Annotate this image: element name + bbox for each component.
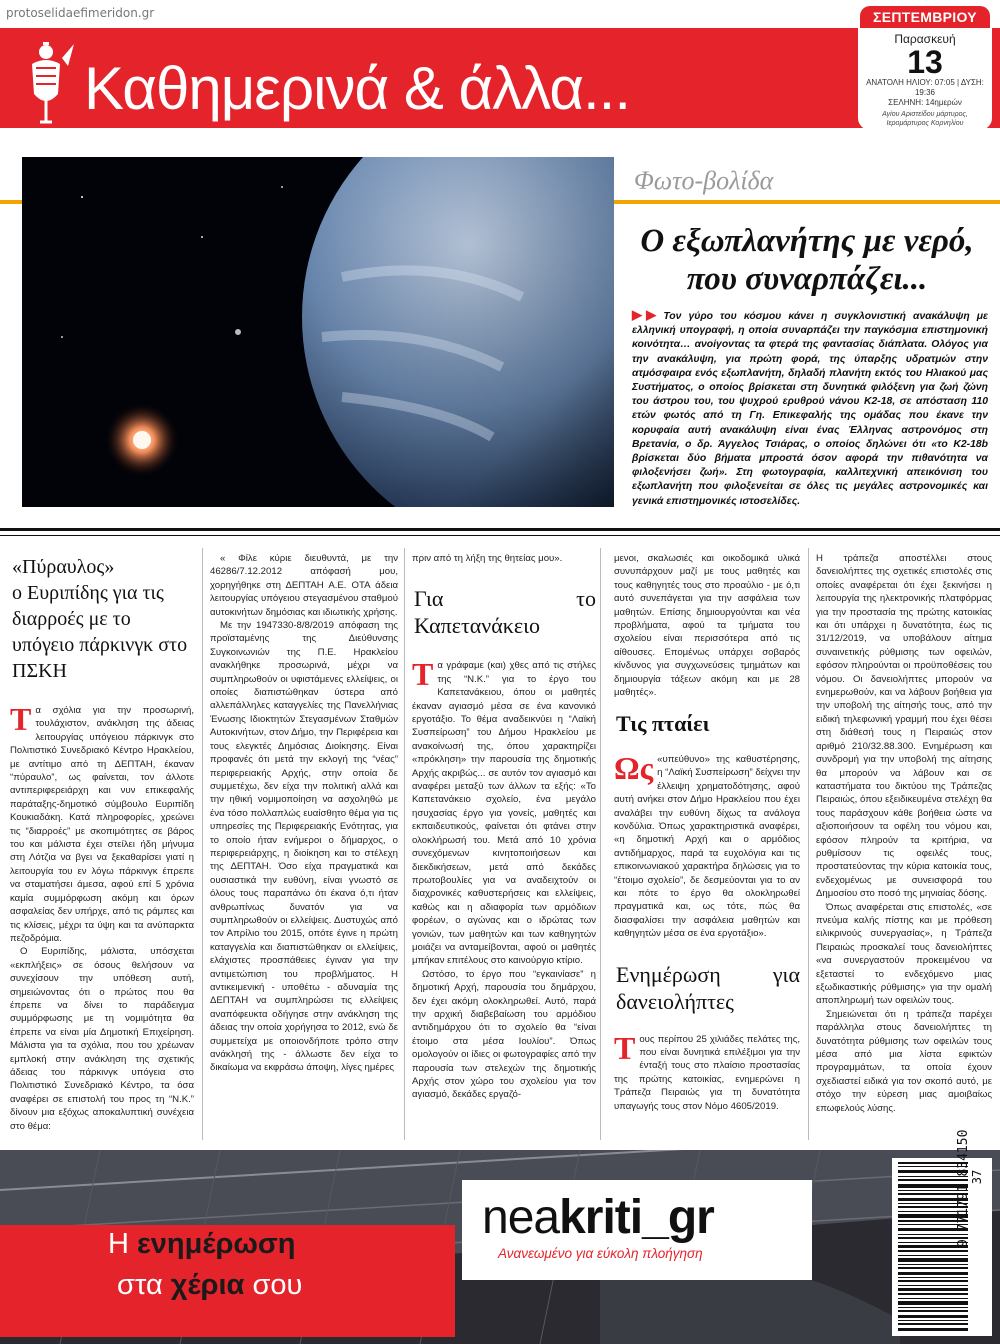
masthead-title: Καθημερινά & άλλα... [84, 55, 631, 122]
dropcap: Τ [614, 1029, 636, 1066]
feature-caption-text: Τον γύρο του κόσμου κάνει η συγκλονιστική ανακάλυψη με ελληνική υπογραφή, η οποία συναρπάζει την παγκόσμια επιστημονική κοινότητα… ανοίγοντας τα φτερά της φαντασίας διάπλατα. Ολόγος για την ανακάλυψη, για πρώτη φορά, της ύπαρξης υδρατμών στην ατμόσφαιρα ενός εξωπλανήτη, δηλαδή πλανήτη εκτός του Ηλιακού μας Συστήματος, ο οποίος βρίσκεται στη δυνητικά φιλόξενη για ζωή ζώνη του άστρου του, του ψυχρού ερυθρού νάνου K2-18, σε απόσταση 110 ετών φωτός από τη Γη. Επικεφαλής της ομάδας που έκανε την κορυφαία αυτή ανακάλυψη είναι ένας Έλληνας αστρονόμος στη Βρετανία, ο δρ. Άγγελος Τσιάρας, ο οποίος δηλώνει ότι «το K2-18b βρίσκεται δύο βήματα μπροστά όσον αφορά την πιθανότητα να φιλοξενήσει ζωή». Στη φωτογραφία, καλλιτεχνική απεικόνιση του εξωπλανήτη που φιλοξενείται σε όλες τις μεγάλες αστρονομικές και γενικά επιστημονικές ιστοσελίδες. [632, 311, 988, 507]
feature-caption [632, 308, 988, 509]
ad-slogan-line1: Η ενημέρωση [108, 1228, 296, 1260]
feature-title [614, 222, 1000, 298]
article-headline: Τις πταίει [616, 711, 710, 737]
headline-rest: ο Ευριπίδης για τις διαρροές με το υπόγειο πάρκινγκ στο ΠΣΚΗ [12, 582, 188, 682]
double-arrow-icon: ▶▶ [632, 307, 661, 322]
barcode-number: 9 771791 834150 [956, 1129, 971, 1247]
exoplanet-illustration [22, 157, 614, 507]
paragraph: Τα σχόλια για την προσωρινή, τουλάχιστον, ανάκληση της άδειας λειτουργίας υπόγειου πάρκινγκ στο Πολιτιστικό Συνεδριακό Κέντρο Ηρακλείου, με αντίτιμο από τη ΔΕΠΤΑΗ, έκαναν “πύραυλο”, ως φαίνεται, τον άλλοτε αντιπεριφερειάρχη και νυν επικεφαλής παράταξης-δημοτικό σύμβουλο Ευριπίδη Κουκιαδάκη. Κατά πληροφορίες, χρεώνει τις “διαρροές” με σκοπιμότητες σε βάρος του και μάλιστα έχει στείλει ήδη μήνυμα στη Λότζια να βγει να ξεκαθαρίσει γιατί η λειτουργία του εν λόγω πάρκινγκ έπρεπε να σταματήσει άμεσα, αφού επί 5 χρόνια καμία συμμόρφωση ακόμη και όρων ασφαλείας δεν υπήρχε, από τις ράμπες και τις κλίσεις, μέχρι τα ύψη και τα ανύπαρκτα πεζοδρόμια. [10, 701, 194, 944]
paragraph: Τα γράφαμε (και) χθες από τις στήλες της “Ν.Κ.” για το έργο του Καπετανάκειου, όπου οι μαθητές έκαναν αγιασμό μέσα σε ένα κανονικό εργοτάξιο. Το θέμα αναδεικνύει η “Λαϊκή Συσπείρωση” του Δήμου Ηρακλείου με ανακοίνωσή της, όπου χαρακτηρίζει «πρόκληση» την παρουσία της δημοτικής Αρχής ακριβώς... σε αυτόν τον αγιασμό και αναφέρει μεταξύ των άλλων τα εξής: «Το Καπετανάκειο σχολείο, ένα μεγάλο ησυχασίας έργο για γονείς, μαθητές και εκπαιδευτικούς, φαίνεται ότι φτάνει στην ολοκλήρωσή του. Μετά από 10 χρόνια συνεχόμενων κινητοποιήσεων και διεκδικήσεων, μετά από δεκάδες πρωτοβουλίες για να αναδειχτούν οι διαχρονικές καθυστερήσεις και ελλείψεις, καθώς και η αδιαφορία των αρμόδιων φορέων, ο αγώνας και ο ιδρώτας των γονιών, των μαθητών και των καθηγητών μοιάζει να ανταμείβονται, αφού οι μαθητές μπήκαν επιτέλους στο καινούργιο κτίριο. [412, 656, 596, 967]
date-month: ΣΕΠΤΕΜΒΡΙΟΥ [860, 6, 990, 28]
paragraph: Ως «υπεύθυνο» της καθυστέρησης, η “Λαϊκή Συσπείρωση” δείχνει την έλλειψη χρηματοδότησης, αφού αυτή ανήκει στον Δήμο Ηρακλείου που έχει αναλάβει την ευθύνη δίχως τα ανάλογα κονδύλια. Όπως χαρακτηριστικά αναφέρει, «η δημοτική Αρχή και ο αρμόδιος αντιδήμαρχος, παρά τα ευχολόγια και τις επικοινωνιακού χαρακτήρα δηλώσεις για το “έτοιμο σχολείο”, δε δεσμεύονται για το αν και πότε το έργο θα ολοκληρωθεί πραγματικά και, ως τότε, πώς θα διασφαλίσει την ασφάλεια μαθητών και καθηγητών μέσα σε ένα εργοτάξιο». [614, 749, 800, 940]
headline-quote: «Πύραυλος» [12, 556, 115, 578]
paragraph: Η τράπεζα αποστέλλει στους δανειολήπτες της σχετικές επιστολές στις οποίες αναφέρεται ότι έχει ξεκινήσει η λειτουργία της ηλεκτρονικής πλατφόρμας για την προστασία της πρώτης κατοικίας και ότι υπάρχει η δυνατότητα, έως τις 31/12/2019, να υποβάλουν αίτημα συναινετικής ρύθμισης των οφειλών, εφόσον πληρούνται οι προϋποθέσεις του νόμου. Οι δανειολήπτες μπορούν να ενημερωθούν, και να λάβουν βοήθεια για την υποβολή της αίτησής τους, από την ειδική τηλεφωνική γραμμή που έχει θέσει στη διάθεσή τους η Πειραιώς στον αριθμό 210/32.88.300. Ενημέρωση και συνδρομή για την υποβολή της αίτησης θα μπορούν να λάβουν και σε καταστήματα του δικτύου της Τράπεζας Πειραιώς, όπου εξειδικευμένα στελέχη θα τους παράσχουν κάθε βοήθεια ώστε να αξιοποιήσουν τα οφέλη του νόμου και, εφόσον πληρούν τα κριτήρια, να ρυθμίσουν τις οφειλές τους, προστατεύοντας την κύρια κατοικία τους, ενδεχομένως με συνεισφορά του Δημοσίου στο ποσό της μηνιαίας δόσης. [816, 553, 992, 900]
header [0, 0, 1000, 138]
paragraph: Ο Ευριπίδης, μάλιστα, υπόσχεται «εκπλήξεις» σε όσους θελήσουν να συνεχίσουν την υπόθεση αυτή, σημειώνοντας ότι ο πρώτος που θα έπρεπε να δίνει το παράδειγμα συμμόρφωσης με τη νομιμότητα θα έπρεπε να είναι μία Δημοτική Επιχείρηση. Μάλιστα για τα σχόλια, που του χρέωναν εμπλοκή στην ανάκληση της σχετικής άδειας του πάρκινγκ υπόγεια στο Πολιτιστικό Συνεδριακό Κέντρο, τα όσα αναφέρει σε επιστολή του προς τη “Ν.Κ.” δίνουν μια εξόχως αποκαλυπτική συνέχεια στο θέμα: [10, 946, 194, 1132]
date-box [860, 6, 990, 128]
column-divider [808, 548, 809, 1140]
site-watermark: protoselidaefimeridon.gr [0, 0, 152, 26]
column-2 [210, 552, 398, 1075]
paragraph: πριν από τη λήξη της θητείας μου». [412, 553, 563, 564]
ad-slogan-line2: στα χέρια σου [117, 1269, 303, 1301]
brand-tagline: Ανανεωμένο για εύκολη πλοήγηση [498, 1246, 703, 1261]
dropcap: Τ [412, 656, 434, 693]
date-weekday: Παρασκευή [894, 32, 956, 46]
feature-rule-left [0, 200, 22, 204]
paragraph: Με την 1947330-8/8/2019 απόφαση της προϊσταμένης της Διεύθυνσης Συγκοινωνιών της Π.Ε. Ηρακλείου ανακλήθηκε προσωρινά, μέχρι να συμπληρωθούν οι υφιστάμενες ελλείψεις, οι οποίες διαπιστώθηκαν ύστερα από αλλεπάλληλες καταγγελίες της Πανελλήνιας Ένωσης Ιδιοκτητών Στεγασμένων Σταθμών Αυτοκινήτων, στον Δήμο, την Περιφέρεια και τους ελεγκτές Δημόσιας Διοίκησης. Είναι προφανές ότι μετά την εκλογή της “νέας” περιφερειακής Αρχής, στην οποία δε συμμετέχω, δεν είχα την πολιτική αλλά και την ηθική νομιμοποίηση να ασχοληθώ με ένα τόσο πολλαπλώς ευαίσθητο θέμα για τις υπηρεσίες της Περιφερειακής Ενότητας, για το οποίο ήταν ενήμεροι ο δήμαρχος, ο περιφερειάρχης, η διοίκηση και το στέλεχη της ΔΕΠΤΑΗ. Όσο είχα πραγματικά και ουσιαστικά την ευθύνη, είναι γνωστό σε όλους τους παραπάνω ότι έκανα ό,τι ήταν ανθρωπίνως δυνατόν για να συμπληρωθούν οι ελλείψεις. Δυστυχώς από τον Απρίλιο του 2015, οπότε έγινε η πρώτη καταγγελία και διαπιστώθηκαν οι ελλείψεις, ελάχιστες προσπάθειες έγιναν για την αντιμετώπιση του προβλήματος. Η αντικειμενική - υποθέτω - αδυναμία της ΔΕΠΤΑΗ να συμπληρώσει τις ελλείψεις αναπόφευκτα οδήγησε στην ανάκληση της άδειας την οποία χορήγησα το 2012, ενώ δε συμμετείχα με οποιονδήποτε τρόπο στην ανάκλησή της - άλλωστε δεν είχα το δικαίωμα να εκφράσω άποψη, λίγες ημέρες [210, 620, 398, 1074]
feature-label: Φωτο-βολίδα [634, 166, 774, 195]
sun-times: ΑΝΑΤΟΛΗ ΗΛΙΟΥ: 07:05 | ΔΥΣΗ: 19:36 [866, 78, 984, 97]
column-3 [412, 552, 596, 1102]
article-headline [12, 554, 194, 684]
article-headline: Ενημέρωση για δανειολήπτες [616, 961, 800, 1014]
issue-number: 37 [970, 1169, 985, 1185]
exoplanet-photo [22, 157, 614, 507]
column-1 [10, 552, 194, 1133]
section-rule-thick [0, 528, 1000, 531]
column-divider [600, 548, 601, 1140]
dropcap: Ως [614, 749, 654, 786]
saints-of-day: Αγίου Αριστείδου μάρτυρος, Ιερομάρτυρος Κορνηλίου [882, 111, 968, 127]
paragraph: Όπως αναφέρεται στις επιστολές, «σε πνεύμα καλής πίστης και με πρόθεση ειλικρινούς συνεργασίας», η Τράπεζα Πειραιώς προσκαλεί τους δανειολήπτες «να συνεργαστούν προκειμένου να εξεταστεί το ενδεχόμενο μιας εξωδικαστικής ρύθμισης» για την ομαλή αποπληρωμή των οφειλών τους. [816, 901, 992, 1007]
column-5 [816, 552, 992, 1115]
moon-phase: ΣΕΛΗΝΗ: 14ημερών [888, 98, 962, 107]
feature-title-line2: που συναρπάζει... [686, 261, 928, 297]
quill-icon [22, 38, 78, 126]
column-divider [202, 548, 203, 1140]
brand-logo: neakriti_gr [482, 1191, 714, 1244]
dropcap: Τ [10, 701, 32, 737]
column-divider [404, 548, 405, 1140]
feature-title-line1: Ο εξωπλανήτης με νερό, [640, 223, 974, 259]
paragraph: μενοι, σκαλωσιές και οικοδομικά υλικά συνυπάρχουν μαζί με τους μαθητές και τους καθηγητές τους στο προαύλιο - με ό,τι αυτό συνεπάγεται για την ασφάλεια των μαθητών. Επίσης δημιουργούνται και νέα προβλήματα, αφού τα τμήματα του σχολείου είναι περισσότερα από τις αίθουσες. Επομένως υπάρχει σοβαρός κίνδυνος για συγχωνεύσεις τμημάτων και δημιουργία τάξεων ακόμη και με 28 μαθητές». [614, 553, 800, 699]
feature-rule-right [614, 200, 1000, 204]
section-rule-thin [0, 535, 1000, 536]
paragraph: Σημειώνεται ότι η τράπεζα παρέχει παράλληλα στους δανειολήπτες τη δυνατότητα ρύθμισης των οφειλών τους μέσα από μια λίστα εφικτών προγραμμάτων, τα οποία έχουν σχεδιαστεί ειδικά για τον σκοπό αυτό, με στόχο την εύρεση μιας αμοιβαίως επωφελούς λύσης. [816, 1008, 992, 1114]
date-day-number: 13 [907, 44, 943, 80]
paragraph: « Φίλε κύριε διευθυντά, με την 46286/7.12.2012 απόφασή μου, χορηγήθηκε στη ΔΕΠΤΑΗ Α.Ε. ΟΤΑ άδεια λειτουργίας υπόγειου στεγασμένου σταθμού αυτοκινήτων δημόσιας και ιδιωτικής χρήσης. [210, 553, 398, 618]
column-4 [614, 552, 800, 1113]
article-headline: Για το Καπετανάκειο [414, 586, 596, 639]
paragraph: Τους περίπου 25 χιλιάδες πελάτες της, που είναι δυνητικά επιλέξιμοι για την ένταξή τους στο πλαίσιο προστασίας της πρώτης κατοικίας, ενημερώνει η Τράπεζα Πειραιώς για τη δυνατότητα υπαγωγής τους στον Νόμο 4605/2019. [614, 1029, 800, 1112]
paragraph: Ωστόσο, το έργο που “εγκαινίασε” η δημοτική Αρχή, παρουσία του δημάρχου, δεν έχει ακόμη ολοκληρωθεί. Αυτό, παρά την αρχική διαβεβαίωση του αρμόδιου αντιδημάρχου ότι το σχολείο θα “είναι έτοιμο στα μέσα Ιουλίου”. Όπως ομολογούν οι ίδιες οι φωτογραφίες από την παρουσία των στελεχών της δημοτικής Αρχής στον χώρο του σχολείου για τον αγιασμό, δεκάδες εργαζό- [412, 968, 596, 1101]
